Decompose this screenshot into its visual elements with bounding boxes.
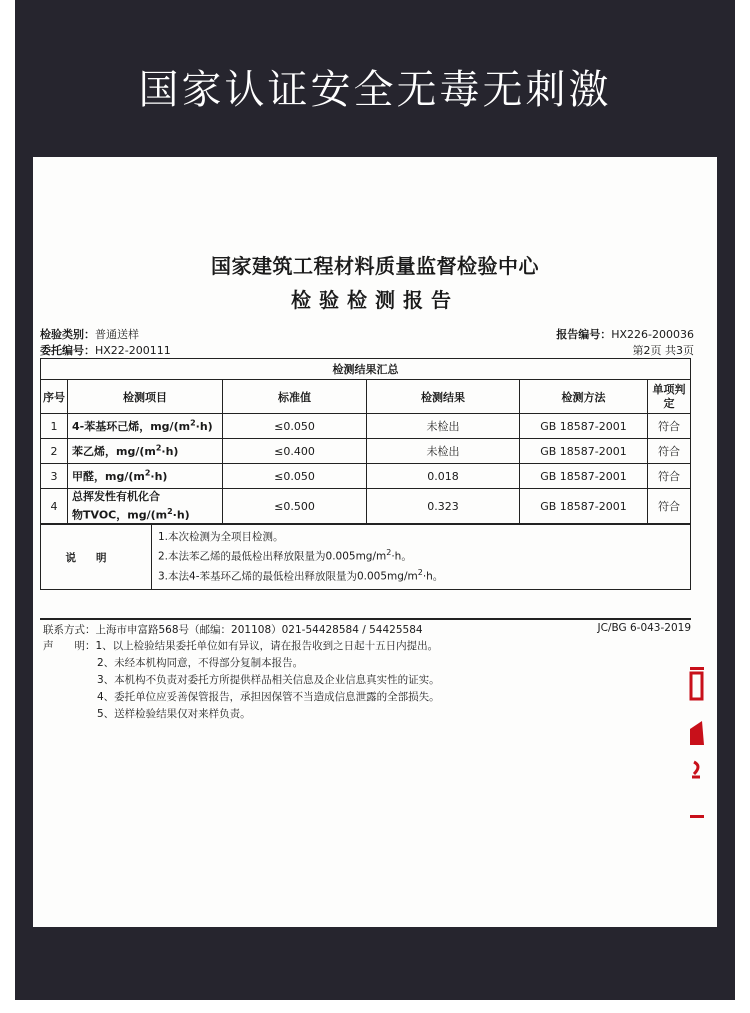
cell-no: 1 <box>41 414 68 439</box>
cell-no: 4 <box>41 489 68 524</box>
cell-verdict: 符合 <box>648 439 691 464</box>
cell-method: GB 18587-2001 <box>520 439 648 464</box>
page-info: 第2页 共3页 <box>632 344 694 357</box>
declaration-line: 3、本机构不负责对委托方所提供样品相关信息及企业信息真实性的证实。 <box>97 674 440 686</box>
red-seal-stamp-fragment <box>688 667 717 831</box>
report-number-label: 报告编号： <box>556 328 612 341</box>
seal-stamp-icon <box>688 667 717 827</box>
cell-method: GB 18587-2001 <box>520 414 648 439</box>
cell-verdict: 符合 <box>648 414 691 439</box>
report-title: 检验检测报告 <box>291 288 459 312</box>
declaration-line: 5、送样检验结果仅对来样负责。 <box>97 708 251 720</box>
cell-item: 甲醛，$mg/(m^2\cdot h)$ <box>68 464 223 489</box>
report-number-value: HX226-200036 <box>611 328 694 341</box>
column-header: 标准值 <box>223 380 367 414</box>
cell-standard: ≤0.050 <box>223 464 367 489</box>
inspection-category-value: 普通送样 <box>95 328 139 341</box>
column-header: 检测结果 <box>367 380 520 414</box>
cell-standard: ≤0.500 <box>223 489 367 524</box>
table-caption: 检测结果汇总 <box>41 359 691 380</box>
declarations <box>43 638 440 723</box>
notes-table <box>40 524 691 590</box>
cell-standard: ≤0.050 <box>223 414 367 439</box>
note-line: 1.本次检测为全项目检测。 <box>158 531 284 543</box>
inspection-category <box>40 326 139 342</box>
organization-name: 国家建筑工程材料质量监督检验中心 <box>211 254 539 278</box>
cell-item: 苯乙烯，$mg/(m^2\cdot h)$ <box>68 439 223 464</box>
inspection-category-label: 检验类别： <box>40 328 95 341</box>
results-table <box>40 358 691 524</box>
column-header: 序号 <box>41 380 68 414</box>
cell-no: 2 <box>41 439 68 464</box>
commission-number-value: HX22-200111 <box>95 344 171 357</box>
commission-number <box>40 342 171 358</box>
declaration-line: 声 明：1、以上检验结果委托单位如有异议，请在报告收到之日起十五日内提出。 <box>43 640 439 652</box>
contact-info: 联系方式：上海市申富路568号（邮编：201108）021-54428584 / 54425584 <box>43 624 423 636</box>
report-number <box>556 326 694 342</box>
notes-body <box>152 525 691 590</box>
cell-result: 未检出 <box>367 414 520 439</box>
column-header: 检测项目 <box>68 380 223 414</box>
declaration-label: 声 明： <box>43 640 96 652</box>
table-header-row <box>41 380 691 414</box>
cell-result: 未检出 <box>367 439 520 464</box>
column-header: 检测方法 <box>520 380 648 414</box>
cell-verdict: 符合 <box>648 489 691 524</box>
table-caption-row <box>41 359 691 380</box>
table-row <box>41 489 691 524</box>
column-header: 单项判定 <box>648 380 691 414</box>
cell-method: GB 18587-2001 <box>520 464 648 489</box>
cell-verdict: 符合 <box>648 464 691 489</box>
test-report-document <box>33 157 717 927</box>
cell-item: 4-苯基环己烯，$mg/(m^2\cdot h)$ <box>68 414 223 439</box>
commission-number-label: 委托编号： <box>40 344 95 357</box>
notes-label: 说明 <box>41 525 152 590</box>
table-row <box>41 464 691 489</box>
banner-headline: 国家认证安全无毒无刺激 <box>138 67 612 113</box>
cell-no: 3 <box>41 464 68 489</box>
cell-method: GB 18587-2001 <box>520 489 648 524</box>
table-row <box>41 439 691 464</box>
note-line: 2.本法苯乙烯的最低检出释放限量为$0.005mg/m^2\cdot h$。 <box>158 548 412 563</box>
table-row <box>41 414 691 439</box>
note-line: 3.本法4-苯基环乙烯的最低检出释放限量为$0.005mg/m^2\cdot h$。 <box>158 567 444 582</box>
divider <box>40 618 691 620</box>
cell-result: 0.323 <box>367 489 520 524</box>
standard-code: JC/BG 6-043-2019 <box>597 622 691 634</box>
cell-result: 0.018 <box>367 464 520 489</box>
declaration-line: 4、委托单位应妥善保管报告，承担因保管不当造成信息泄露的全部损失。 <box>97 691 440 703</box>
declaration-line: 2、未经本机构同意，不得部分复制本报告。 <box>97 657 304 669</box>
cell-standard: ≤0.400 <box>223 439 367 464</box>
cell-item: 总挥发性有机化合 物TVOC，$mg/(m^2\cdot h)$ <box>68 489 223 524</box>
